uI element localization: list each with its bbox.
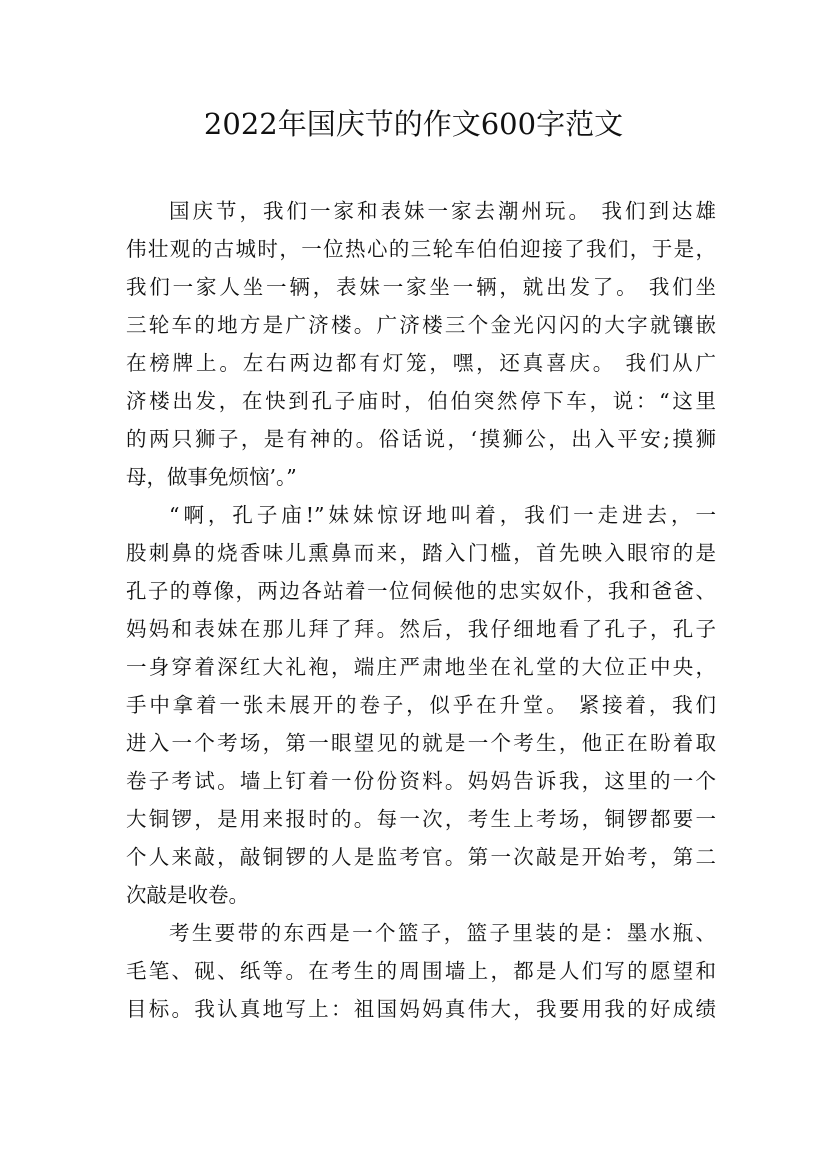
text-line: 母，做事免烦恼’。” (126, 465, 297, 489)
text-line: 卷子考试。墙上钉着一份份资料。妈妈告诉我，这里的一个 (126, 769, 716, 793)
text-line: 考生要带的东西是一个篮子，篮子里装的是：墨水瓶、 (169, 921, 716, 945)
text-line: “啊，孔子庙!”妹妹惊讶地叫着，我们一走进去，一 (169, 503, 716, 527)
text-line: 的两只狮子，是有神的。俗话说，‘摸狮公，出入平安;摸狮 (126, 427, 716, 451)
text-line: 孔子的尊像，两边各站着一位伺候他的忠实奴仆，我和爸爸、 (126, 579, 716, 603)
text-line: 次敲是收卷。 (126, 883, 249, 907)
text-line: 手中拿着一张未展开的卷子，似乎在升堂。 紧接着，我们 (126, 693, 716, 717)
text-line: 在榜牌上。左右两边都有灯笼，嘿，还真喜庆。 我们从广 (126, 351, 716, 375)
text-line: 济楼出发，在快到孔子庙时，伯伯突然停下车，说：“这里 (126, 389, 716, 413)
text-line: 毛笔、砚、纸等。在考生的周围墙上，都是人们写的愿望和 (126, 959, 716, 983)
text-line: 一身穿着深红大礼袍，端庄严肃地坐在礼堂的大位正中央， (126, 655, 716, 679)
document-title: 2022年国庆节的作文600字范文 (203, 107, 624, 141)
text-line: 伟壮观的古城时，一位热心的三轮车伯伯迎接了我们，于是， (126, 237, 716, 261)
text-line: 大铜锣，是用来报时的。每一次，考生上考场，铜锣都要一 (126, 807, 716, 831)
text-line: 三轮车的地方是广济楼。广济楼三个金光闪闪的大字就镶嵌 (126, 313, 716, 337)
text-line: 妈妈和表妹在那儿拜了拜。然后，我仔细地看了孔子，孔子 (126, 617, 716, 641)
text-line: 股刺鼻的烧香味儿熏鼻而来，踏入门槛，首先映入眼帘的是 (126, 541, 716, 565)
text-line: 目标。我认真地写上：祖国妈妈真伟大，我要用我的好成绩 (126, 997, 716, 1021)
text-line: 我们一家人坐一辆，表妹一家坐一辆，就出发了。 我们坐 (126, 275, 716, 299)
text-line: 个人来敲，敲铜锣的人是监考官。第一次敲是开始考，第二 (126, 845, 716, 869)
text-line: 进入一个考场，第一眼望见的就是一个考生，他正在盼着取 (126, 731, 716, 755)
document-body (126, 192, 716, 1028)
text-line: 国庆节，我们一家和表妹一家去潮州玩。 我们到达雄 (169, 199, 716, 223)
